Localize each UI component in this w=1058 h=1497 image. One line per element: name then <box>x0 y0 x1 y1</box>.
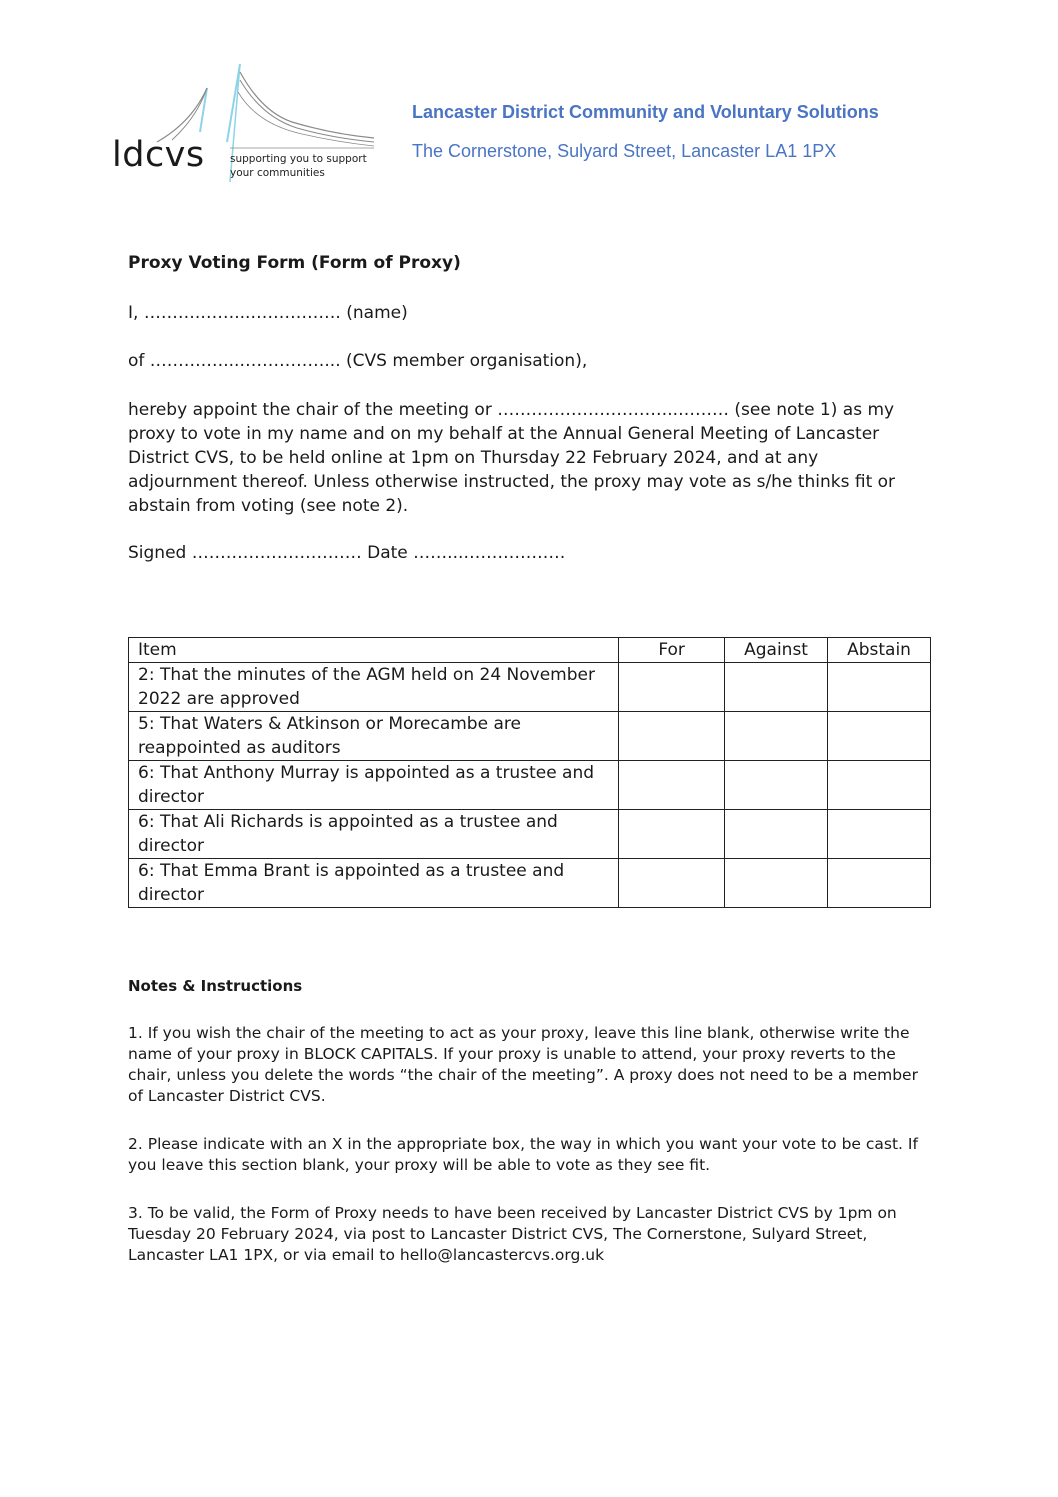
ldcvs-logo <box>112 62 377 184</box>
table-row <box>129 810 931 859</box>
vote-against-box[interactable] <box>725 663 828 712</box>
vote-abstain-box[interactable] <box>828 761 931 810</box>
voting-table-header <box>129 638 931 663</box>
vote-for-box[interactable] <box>619 712 725 761</box>
resolution-text: 2: That the minutes of the AGM held on 24 November 2022 are approved <box>129 663 619 712</box>
vote-against-box[interactable] <box>725 712 828 761</box>
table-row <box>129 712 931 761</box>
vote-for-box[interactable] <box>619 663 725 712</box>
appointment-paragraph: hereby appoint the chair of the meeting or …………………………..……… (see note 1) as my proxy to vote in my name and on my behalf at the Annual General Meeting of Lancaster District CVS, to be held online at 1pm on Thursday 22 February 2024, and at any adjournment thereof. Unless otherwise instructed, the proxy may vote as s/he thinks fit or abstain from voting (see note 2). <box>128 400 896 516</box>
vote-against-box[interactable] <box>725 859 828 908</box>
resolution-text: 5: That Waters & Atkinson or Morecambe are reappointed as auditors <box>129 712 619 761</box>
resolution-text: 6: That Ali Richards is appointed as a trustee and director <box>129 810 619 859</box>
resolution-text: 6: That Anthony Murray is appointed as a trustee and director <box>129 761 619 810</box>
vote-for-box[interactable] <box>619 859 725 908</box>
vote-abstain-box[interactable] <box>828 663 931 712</box>
org-address: The Cornerstone, Sulyard Street, Lancaster LA1 1PX <box>412 141 837 161</box>
column-header-item: Item <box>129 638 619 663</box>
vote-against-box[interactable] <box>725 810 828 859</box>
org-name: Lancaster District Community and Voluntary Solutions <box>412 102 879 122</box>
vote-abstain-box[interactable] <box>828 712 931 761</box>
form-title: Proxy Voting Form (Form of Proxy) <box>128 253 461 273</box>
vote-abstain-box[interactable] <box>828 859 931 908</box>
vote-abstain-box[interactable] <box>828 810 931 859</box>
member-organisation-line: of ……….…...……………... (CVS member organisation), <box>128 351 588 371</box>
column-header-abstain: Abstain <box>828 638 931 663</box>
proxy-name-line: I, ……….……...……………. (name) <box>128 303 408 323</box>
resolution-text: 6: That Emma Brant is appointed as a trustee and director <box>129 859 619 908</box>
vote-for-box[interactable] <box>619 761 725 810</box>
note-3: 3. To be valid, the Form of Proxy needs to have been received by Lancaster District CVS by 1pm on Tuesday 20 February 2024, via post to Lancaster District CVS, The Cornerstone, Sulyard Street, Lancaster LA1 1PX, or via email to hello@lancastercvs.org.uk <box>128 1204 897 1264</box>
notes-heading: Notes & Instructions <box>128 977 303 995</box>
table-row <box>129 761 931 810</box>
table-row <box>129 859 931 908</box>
vote-against-box[interactable] <box>725 761 828 810</box>
column-header-against: Against <box>725 638 828 663</box>
logo-wordmark: ldcvs <box>112 135 205 175</box>
column-header-for: For <box>619 638 725 663</box>
note-2: 2. Please indicate with an X in the appropriate box, the way in which you want your vote to be cast. If you leave this section blank, your proxy will be able to vote as they see fit. <box>128 1135 918 1174</box>
signature-date-line: Signed ………………………… Date ……...……………… <box>128 543 566 563</box>
voting-table <box>128 637 931 908</box>
vote-for-box[interactable] <box>619 810 725 859</box>
table-row <box>129 663 931 712</box>
note-1: 1. If you wish the chair of the meeting to act as your proxy, leave this line blank, otherwise write the name of your proxy in BLOCK CAPITALS. If your proxy is unable to attend, your proxy reverts to the chair, unless you delete the words “the chair of the meeting”. A proxy does not need to be a member of Lancaster District CVS. <box>128 1024 918 1105</box>
logo-tagline: supporting you to support your communities <box>230 153 367 179</box>
